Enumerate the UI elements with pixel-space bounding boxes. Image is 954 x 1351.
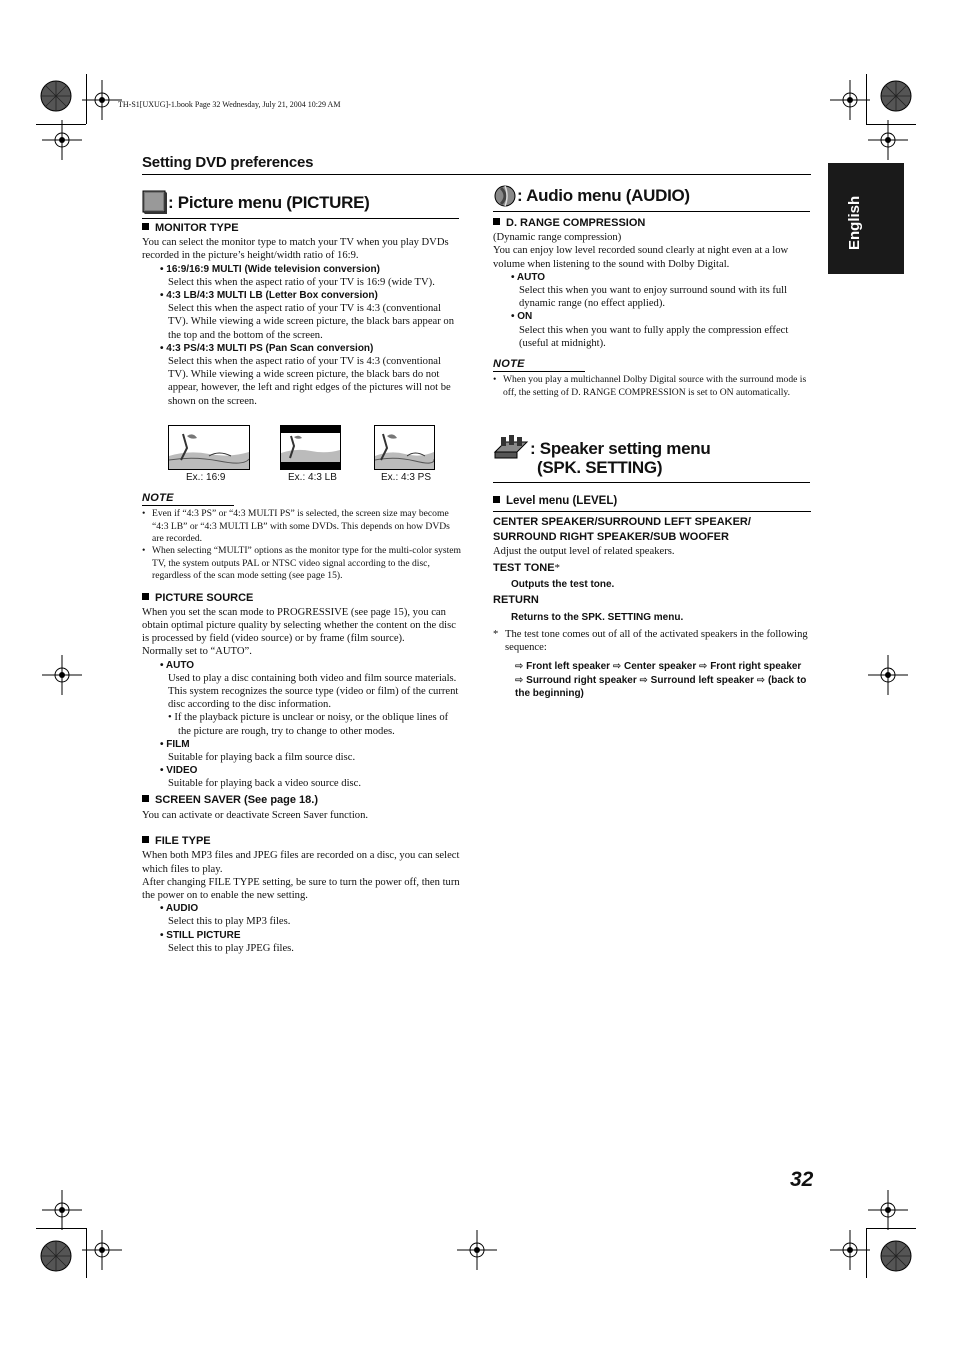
note-item: • When you play a multichannel Dolby Digital source with the surround mode is off, the setting of D. RANGE COMPRESSION is set to ON automatically. xyxy=(503,374,811,399)
file-info: TH-S1[UXUG]-1.book Page 32 Wednesday, July 21, 2004 10:29 AM xyxy=(118,100,341,109)
audio-menu-title: : Audio menu (AUDIO) xyxy=(517,186,690,205)
level-menu-heading: Level menu (LEVEL) xyxy=(506,495,618,507)
crosshair-icon xyxy=(42,1190,82,1230)
crosshair-icon xyxy=(830,1230,870,1270)
crosshair-icon xyxy=(42,120,82,160)
speaker-sub-heading: SURROUND RIGHT SPEAKER/SUB WOOFER xyxy=(493,531,729,544)
example-4-3-ps-image xyxy=(374,425,435,470)
note-label: NOTE xyxy=(493,358,585,372)
screen-saver-heading: SCREEN SAVER (See page 18.) xyxy=(155,793,319,806)
speaker-sequence: ⇨ Front left speaker ⇨ Center speaker ⇨ Front right speaker ⇨ Surround right speaker ⇨ Surround left speaker ⇨ (back to the beginning) xyxy=(515,661,807,700)
note-item: • When selecting “MULTI” options as the monitor type for the multi-color system TV, the system outputs PAL or NTSC video signal according to the disc, regardless of the scan mode setting (see page 15). xyxy=(152,545,462,582)
registration-mark-icon xyxy=(36,1236,76,1276)
crosshair-icon xyxy=(82,80,122,120)
language-tab-label: English xyxy=(846,195,863,250)
example-4-3-lb-image xyxy=(280,425,341,470)
source-option-video: • VIDEO xyxy=(160,765,198,777)
picture-menu-column xyxy=(142,222,462,408)
crosshair-icon xyxy=(868,120,908,160)
registration-mark-icon xyxy=(36,76,76,116)
file-still-text: Select this to play JPEG files. xyxy=(168,942,294,954)
audio-menu-column xyxy=(493,217,811,399)
note-label: NOTE xyxy=(142,492,234,506)
d-range-auto-text: Select this when you want to enjoy surround sound with its full dynamic range (no effect applied). xyxy=(519,285,788,310)
crosshair-icon xyxy=(457,1230,497,1270)
file-option-audio: • AUDIO xyxy=(160,903,199,915)
registration-mark-icon xyxy=(876,1236,916,1276)
crosshair-icon xyxy=(830,80,870,120)
d-range-on-text: Select this when you want to fully apply the compression effect (useful at midnight). xyxy=(519,324,789,349)
page-number: 32 xyxy=(790,1168,814,1191)
section-title: Setting DVD preferences xyxy=(142,154,314,171)
note-item: • Even if “4:3 PS” or “4:3 MULTI PS” is selected, the screen size may become “4:3 LB” or “4:3 MULTI LB” with some DVDs. This depends on how DVDs are recorded. xyxy=(152,508,462,545)
file-type-heading: FILE TYPE xyxy=(155,835,211,848)
d-range-option-auto: • AUTO xyxy=(511,271,546,283)
speaker-menu-column xyxy=(493,495,811,701)
monitor-type-intro: You can select the monitor type to match your TV when you play DVDs recorded in the picture’s height/width ratio of 16:9. xyxy=(142,237,449,262)
picture-source-heading: PICTURE SOURCE xyxy=(155,591,254,604)
file-audio-text: Select this to play MP3 files. xyxy=(168,916,291,928)
test-tone-text: Outputs the test tone. xyxy=(511,579,615,591)
return-text: Returns to the SPK. SETTING menu. xyxy=(511,612,684,624)
return-label: RETURN xyxy=(493,594,539,607)
footnote-text: The test tone comes out of all of the activated speakers in the following sequence: xyxy=(505,628,808,653)
footnote-mark: * xyxy=(493,628,499,640)
picture-source-normal: Normally set to “AUTO”. xyxy=(142,646,252,658)
audio-menu-icon xyxy=(493,183,517,209)
monitor-option-4-3-ps: • 4:3 PS/4:3 MULTI PS (Pan Scan conversion) xyxy=(160,342,374,354)
d-range-intro: You can enjoy low level recorded sound clearly at night even at a low volume when listening to the sound with Dolby Digital. xyxy=(493,245,789,270)
language-tab xyxy=(828,163,904,274)
crosshair-icon xyxy=(868,1190,908,1230)
speaker-sub-heading: CENTER SPEAKER/SURROUND LEFT SPEAKER/ xyxy=(493,516,751,529)
file-option-still: • STILL PICTURE xyxy=(160,929,241,941)
source-auto-text: Used to play a disc containing both video and film source materials. xyxy=(168,672,457,684)
file-type-text: After changing FILE TYPE setting, be sure to turn the power off, then turn the power on to enable the new setting. xyxy=(142,876,460,901)
source-option-auto: • AUTO xyxy=(160,659,195,671)
monitor-option-16-9-text: Select this when the aspect ratio of your TV is 16:9 (wide TV). xyxy=(168,276,435,288)
monitor-option-4-3-lb-text: Select this when the aspect ratio of your TV is 4:3 (conventional TV). While viewing a wide screen picture, the black bars appear on the top and the bottom of the screen. xyxy=(168,303,455,341)
monitor-option-4-3-lb: • 4:3 LB/4:3 MULTI LB (Letter Box conversion) xyxy=(160,290,378,302)
monitor-option-16-9: • 16:9/16:9 MULTI (Wide television conversion) xyxy=(160,263,380,275)
speaker-menu-icon xyxy=(493,434,529,460)
speaker-menu-title: : Speaker setting menu xyxy=(530,439,711,458)
d-range-heading: D. RANGE COMPRESSION xyxy=(506,217,646,229)
test-tone-label: TEST TONE xyxy=(493,561,555,574)
crosshair-icon xyxy=(868,655,908,695)
example-16-9-image xyxy=(168,425,250,470)
registration-mark-icon xyxy=(876,76,916,116)
speaker-adjust-text: Adjust the output level of related speakers. xyxy=(493,545,675,557)
source-video-text: Suitable for playing back a video source disc. xyxy=(168,778,361,790)
crosshair-icon xyxy=(82,1230,122,1270)
source-option-film: • FILM xyxy=(160,738,190,750)
d-range-sub: (Dynamic range compression) xyxy=(493,232,622,244)
picture-notes xyxy=(142,492,462,955)
caption-16-9: Ex.: 16:9 xyxy=(186,472,226,483)
screen-saver-text: You can activate or deactivate Screen Saver function. xyxy=(142,809,369,821)
source-auto-text: This system recognizes the source type (video or film) of the current disc according to the disc information. xyxy=(168,686,459,711)
picture-menu-title: : Picture menu (PICTURE) xyxy=(168,193,370,212)
d-range-option-on: • ON xyxy=(511,311,533,323)
picture-source-intro: When you set the scan mode to PROGRESSIVE (see page 15), you can obtain optimal picture quality by selecting whether the content on the disc is processed by field (video source) or by frame (film source). xyxy=(142,606,456,645)
test-tone-mark: * xyxy=(554,561,561,574)
caption-4-3-ps: Ex.: 4:3 PS xyxy=(381,472,432,483)
source-film-text: Suitable for playing back a film source disc. xyxy=(168,752,356,764)
speaker-menu-title-sub: (SPK. SETTING) xyxy=(537,458,663,477)
source-auto-text: • If the playback picture is unclear or noisy, or the oblique lines of the picture are rough, try to change to other modes. xyxy=(168,712,449,737)
picture-menu-icon xyxy=(142,190,168,214)
file-type-text: When both MP3 files and JPEG files are recorded on a disc, you can select which files to play. xyxy=(142,850,460,875)
caption-4-3-lb: Ex.: 4:3 LB xyxy=(288,472,337,483)
monitor-option-4-3-ps-text: Select this when the aspect ratio of your TV is 4:3 (conventional TV). While viewing a wide screen picture, the black bars do not appear, however, the left and right edges of the pictures will not be shown on the screen. xyxy=(168,356,451,407)
monitor-type-heading: MONITOR TYPE xyxy=(155,222,239,234)
crosshair-icon xyxy=(42,655,82,695)
